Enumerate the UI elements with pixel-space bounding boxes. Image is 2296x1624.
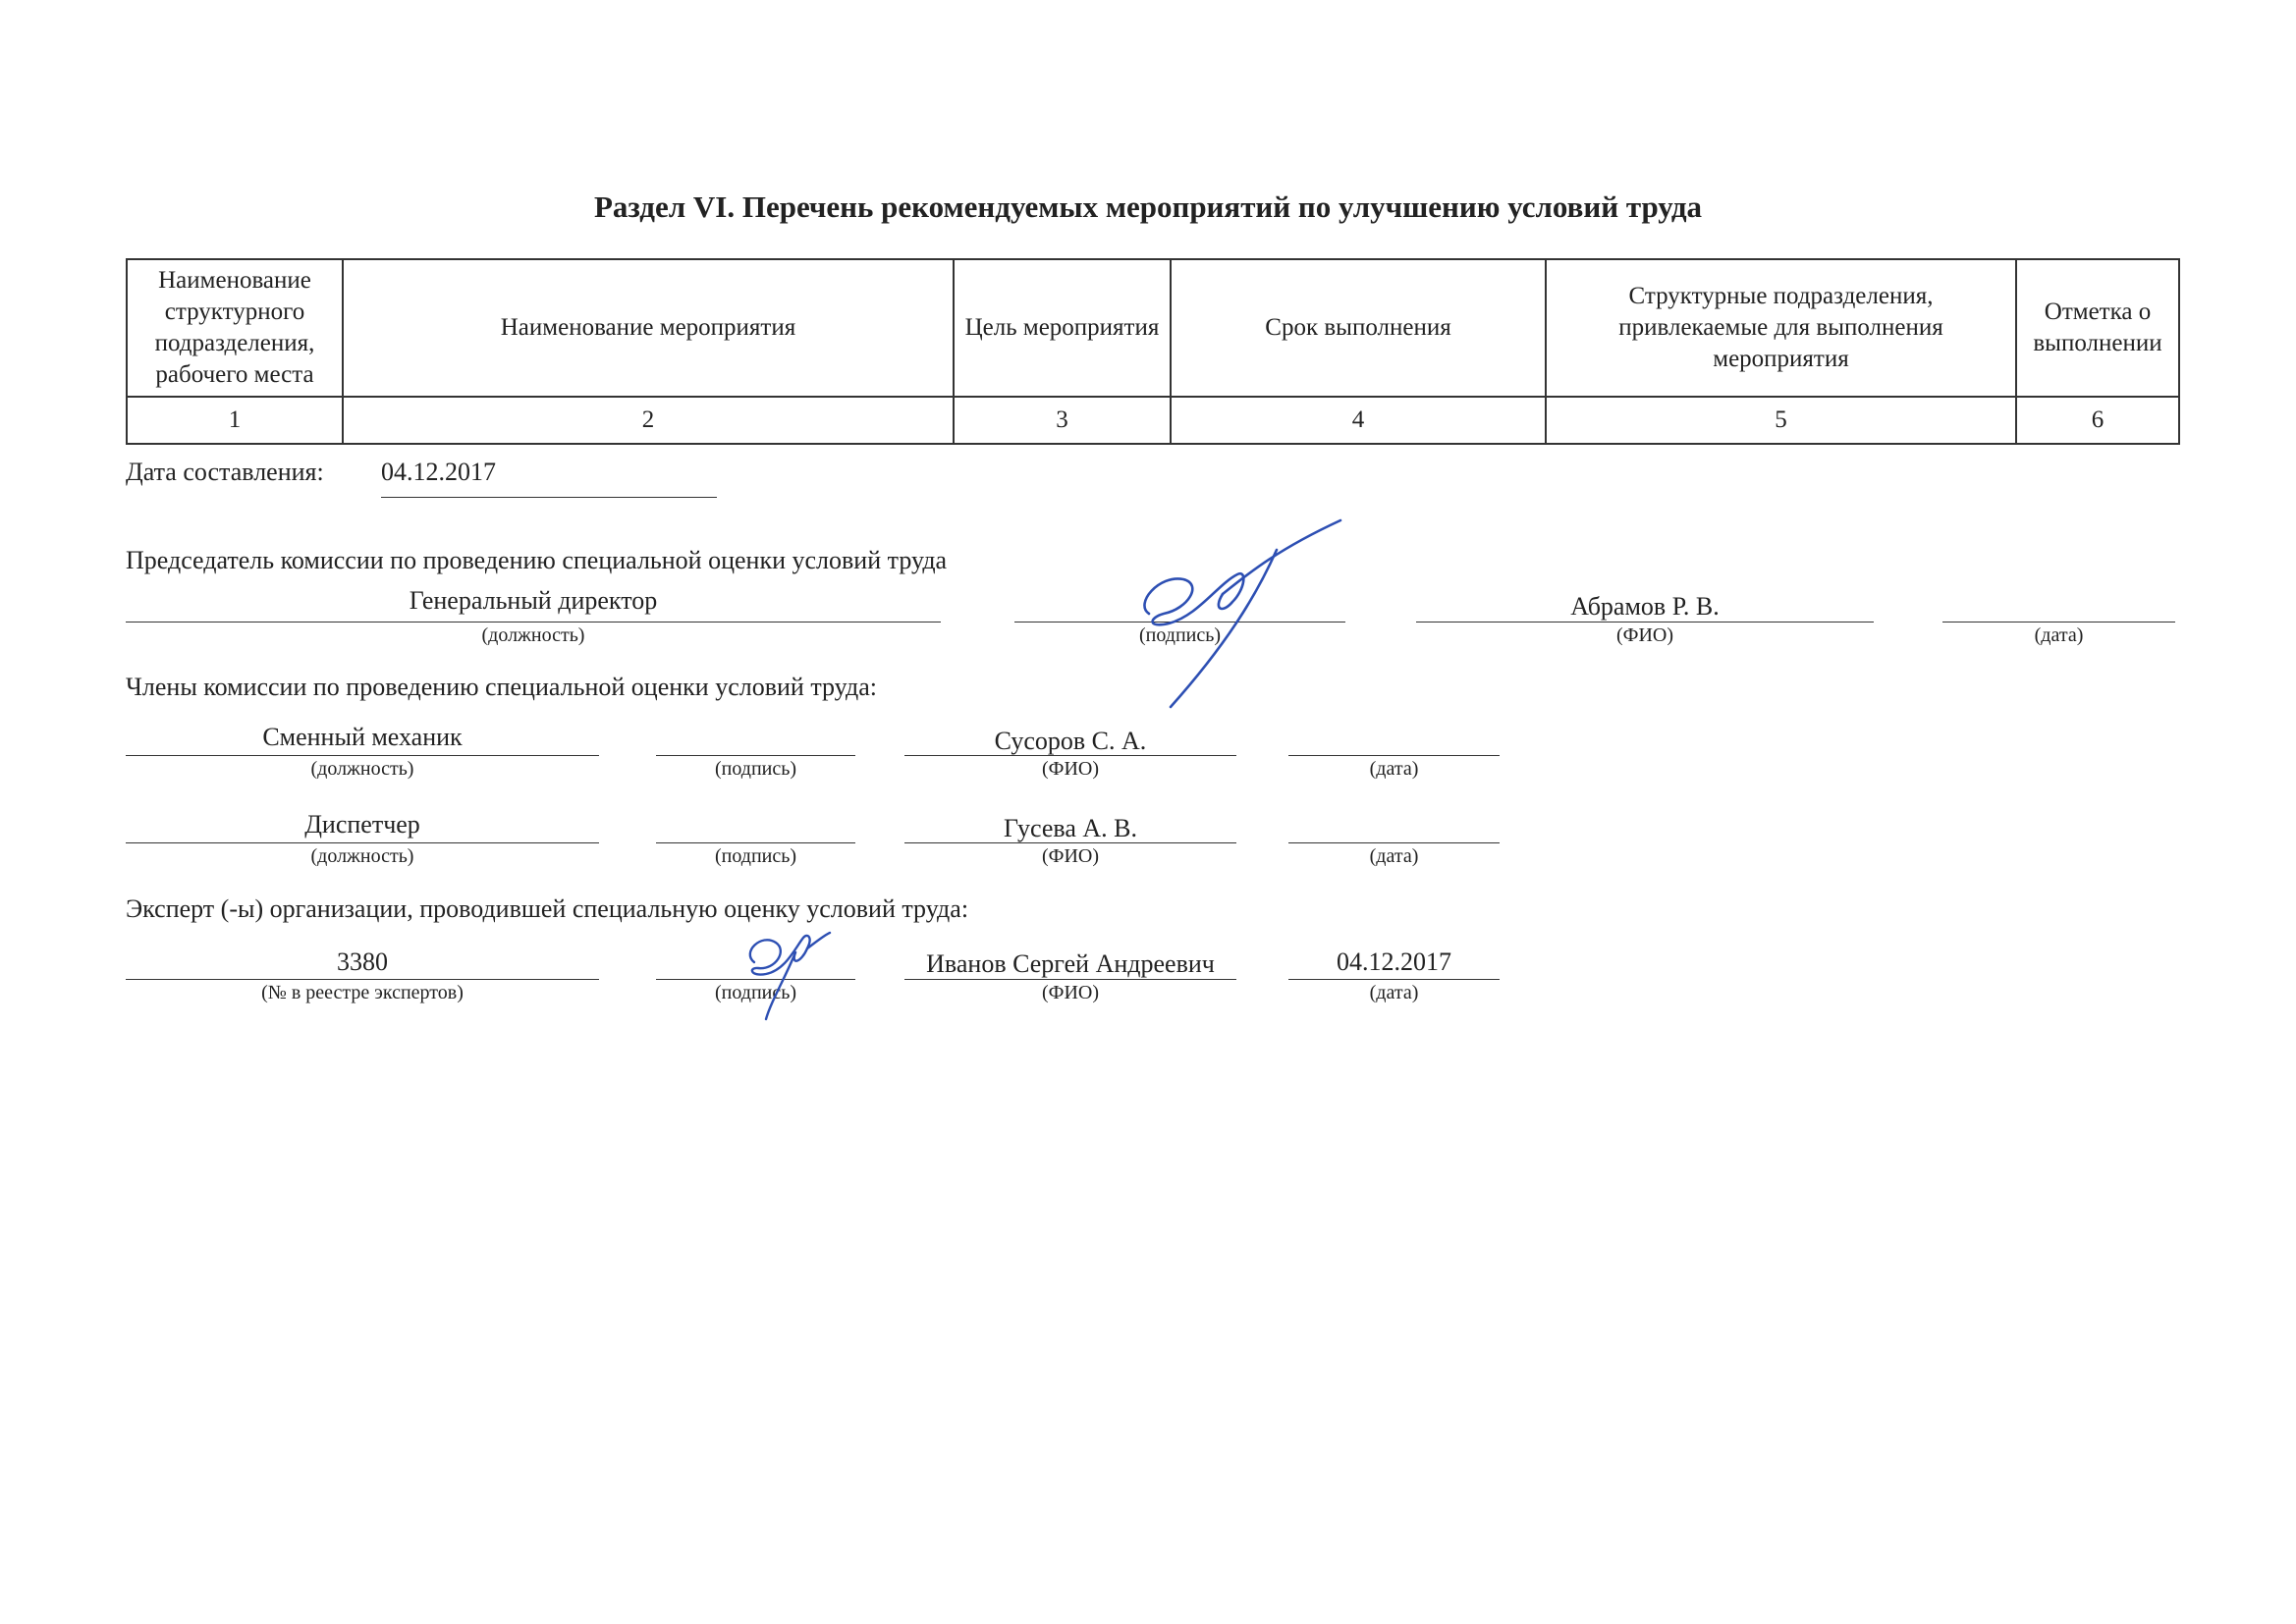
- expert-name: Иванов Сергей Андреевич: [926, 949, 1215, 978]
- chair-fio-caption: (ФИО): [1615, 624, 1673, 646]
- expert-registry-caption: (№ в реестре экспертов): [261, 982, 464, 1003]
- members-heading: Члены комиссии по проведению специальной оценки условий труда:: [126, 673, 878, 701]
- table-header-cell: Цель мероприятия: [954, 259, 1171, 397]
- table-header-cell: Срок выполнения: [1171, 259, 1546, 397]
- chair-position: Генеральный директор: [409, 586, 658, 615]
- member-position-line: [126, 755, 599, 756]
- member-position-line: [126, 842, 599, 843]
- member-position: Сменный механик: [262, 723, 463, 751]
- table-number-cell: 1: [127, 397, 343, 444]
- expert-date-caption: (дата): [1369, 982, 1419, 1003]
- member-date-line: [1288, 755, 1500, 756]
- member-name: Гусева А. В.: [1003, 814, 1138, 842]
- chair-date-caption: (дата): [2034, 624, 2084, 646]
- table-number-row: [127, 397, 2179, 444]
- table-header-row: [127, 259, 2179, 397]
- chair-name-line: [1416, 622, 1874, 623]
- chair-name: Абрамов Р. В.: [1570, 592, 1720, 621]
- table-number-cell: 2: [343, 397, 954, 444]
- expert-signature: [737, 923, 845, 1021]
- chair-position-line: [126, 622, 941, 623]
- chair-signature: [1129, 515, 1365, 712]
- chair-signature-caption: (подпись): [1138, 624, 1222, 646]
- table-header-cell: Структурные подразделения, привлекаемые для выполнения мероприятия: [1546, 259, 2016, 397]
- member-position-caption: (должность): [310, 845, 414, 867]
- member-date-caption: (дата): [1369, 758, 1419, 780]
- member-fio-caption: (ФИО): [1041, 758, 1099, 780]
- table-header-cell: Наименование мероприятия: [343, 259, 954, 397]
- member-position: Диспетчер: [304, 810, 420, 839]
- expert-fio-caption: (ФИО): [1041, 982, 1099, 1003]
- member-date-caption: (дата): [1369, 845, 1419, 867]
- date-value: 04.12.2017: [381, 458, 496, 486]
- table-header-cell: Отметка о выполнении: [2016, 259, 2179, 397]
- member-signature-line: [656, 842, 855, 843]
- expert-signature-caption: (подпись): [714, 982, 797, 1003]
- member-signature-caption: (подпись): [714, 845, 797, 867]
- expert-registry-line: [126, 979, 599, 980]
- member-date-line: [1288, 842, 1500, 843]
- member-name: Сусоров С. А.: [994, 727, 1147, 755]
- expert-heading: Эксперт (-ы) организации, проводившей специальную оценку условий труда:: [126, 894, 969, 923]
- expert-registry-number: 3380: [337, 947, 388, 976]
- expert-date: 04.12.2017: [1337, 947, 1451, 976]
- chair-date-line: [1942, 622, 2175, 623]
- member-name-line: [904, 755, 1236, 756]
- date-underline: [381, 497, 717, 498]
- member-signature-caption: (подпись): [714, 758, 797, 780]
- expert-date-line: [1288, 979, 1500, 980]
- member-position-caption: (должность): [310, 758, 414, 780]
- chair-position-caption: (должность): [481, 624, 585, 646]
- member-signature-line: [656, 755, 855, 756]
- date-label: Дата составления:: [126, 458, 324, 486]
- table-number-cell: 4: [1171, 397, 1546, 444]
- member-name-line: [904, 842, 1236, 843]
- page-title: Раздел VI. Перечень рекомендуемых мероприятий по улучшению условий труда: [593, 189, 1703, 224]
- table-header-cell: Наименование структурного подразделения, рабочего места: [127, 259, 343, 397]
- table-number-cell: 5: [1546, 397, 2016, 444]
- expert-name-line: [904, 979, 1236, 980]
- table-number-cell: 3: [954, 397, 1171, 444]
- measures-table: [126, 258, 2180, 445]
- chair-heading: Председатель комиссии по проведению специальной оценки условий труда: [126, 546, 948, 574]
- member-fio-caption: (ФИО): [1041, 845, 1099, 867]
- table-number-cell: 6: [2016, 397, 2179, 444]
